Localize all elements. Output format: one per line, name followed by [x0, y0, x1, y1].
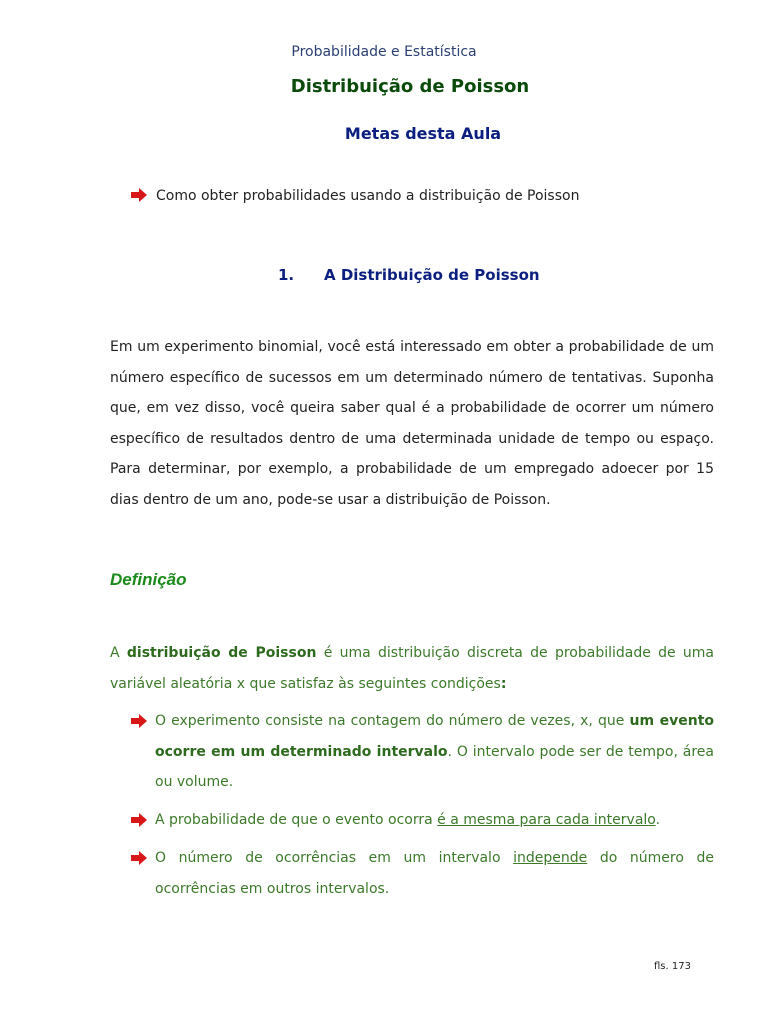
- section-number: 1.: [278, 266, 295, 284]
- red-arrow-icon: [130, 813, 148, 827]
- lesson-goals-heading: Metas desta Aula: [344, 124, 502, 143]
- definition-middle: é uma distribuição discreta de probabilidade de uma variável aleatória: [110, 645, 714, 692]
- definition-variable: x: [236, 675, 246, 692]
- definition-a: A: [110, 645, 120, 661]
- condition-text-end: do número de ocorrências em outros intervalos.: [155, 850, 714, 897]
- condition-text: O experimento consiste na contagem do número de vezes, x, que: [155, 713, 625, 729]
- red-arrow-icon: [130, 714, 148, 728]
- intro-paragraph: Em um experimento binomial, você está interessado em obter a probabilidade de um número específico de sucessos em um determinado número de tentativas. Suponha que, em vez disso, você queira saber qual é a probabilidade de ocorrer um número específico de resultados dentro de uma determinada unidade de tempo ou espaço. Para determinar, por exemplo, a probabilidade de um empregado adoecer por 15 dias dentro de um ano, pode-se usar a distribuição de Poisson.: [110, 339, 714, 508]
- condition-emphasis: um evento ocorre em um determinado intervalo: [155, 713, 715, 760]
- definition-colon: :: [500, 675, 507, 692]
- definition-term: distribuição de Poisson: [126, 645, 317, 661]
- condition-text: A probabilidade de que o evento ocorra: [155, 812, 433, 828]
- page-title: Distribuição de Poisson: [290, 76, 530, 97]
- running-header: Probabilidade e Estatística: [291, 44, 477, 60]
- condition-emphasis: independe: [513, 850, 588, 866]
- condition-emphasis: é a mesma para cada intervalo: [437, 812, 656, 828]
- red-arrow-icon: [130, 188, 148, 202]
- condition-item: [130, 805, 714, 836]
- definition-heading: Definição: [110, 570, 187, 589]
- section-heading: [278, 266, 540, 284]
- definition-end: que satisfaz às seguintes condições: [249, 675, 501, 692]
- red-arrow-icon: [130, 851, 148, 865]
- goal-text: Como obter probabilidades usando a distribuição de Poisson: [156, 188, 580, 204]
- condition-text-end: . O intervalo pode ser de tempo, área ou volume.: [155, 743, 714, 790]
- condition-item: [130, 843, 714, 904]
- section-title: A Distribuição de Poisson: [324, 266, 540, 284]
- condition-text: O número de ocorrências em um intervalo: [155, 850, 501, 866]
- condition-item: [130, 706, 714, 798]
- goal-item: [130, 188, 579, 204]
- page-number: fls. 173: [654, 961, 691, 972]
- condition-text-end: .: [655, 812, 661, 828]
- definition-paragraph: [110, 638, 714, 699]
